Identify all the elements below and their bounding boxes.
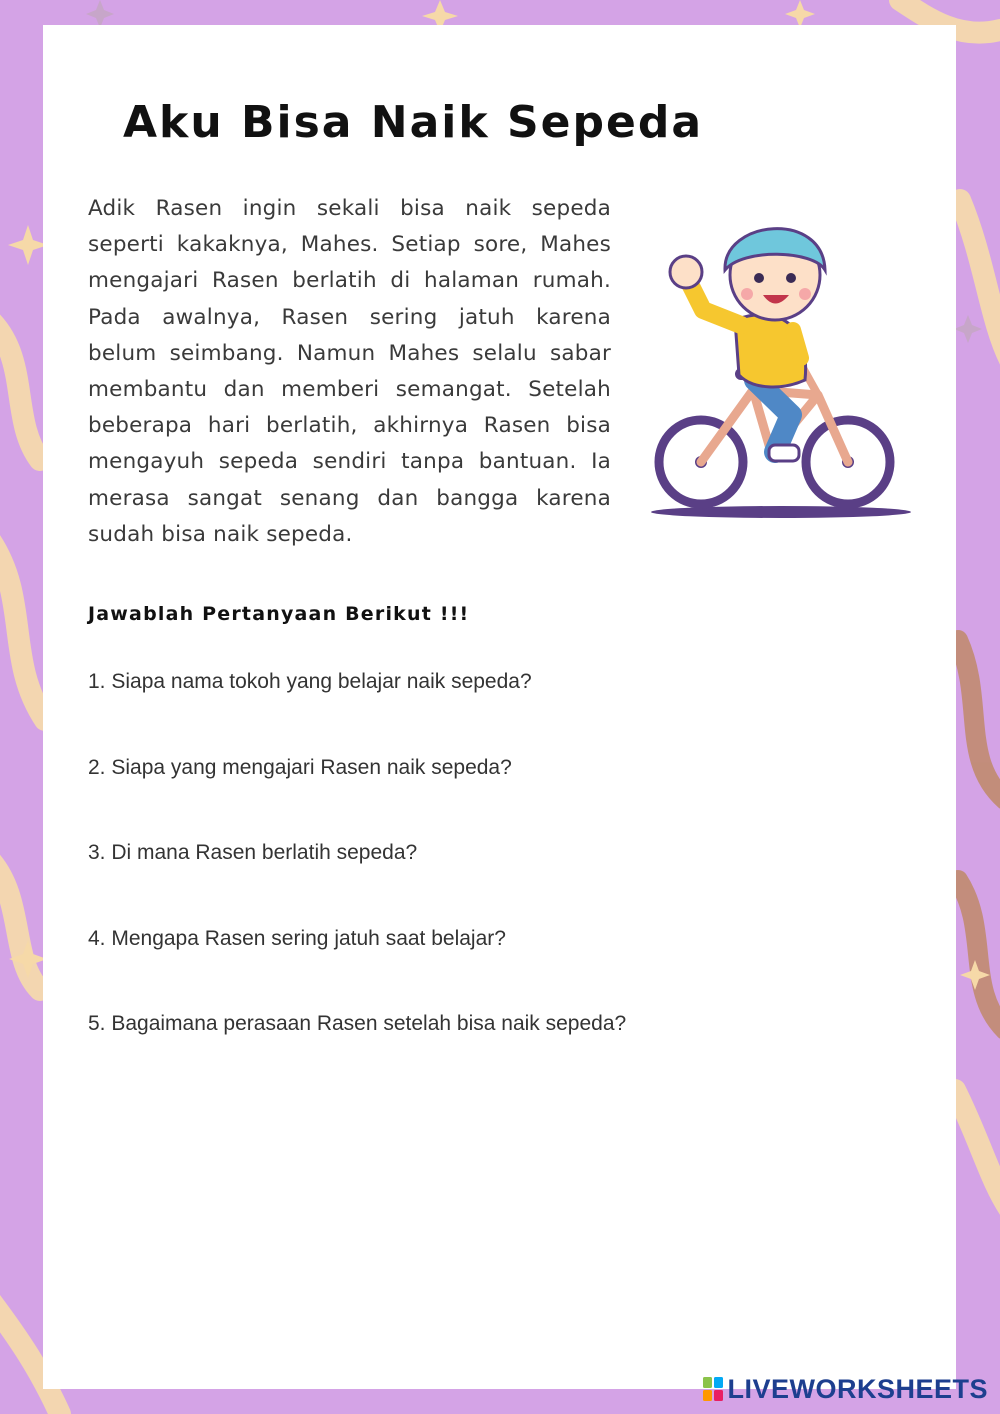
sparkle-decoration <box>8 225 48 265</box>
wave-decoration <box>958 880 1000 1030</box>
question-list <box>88 668 908 1096</box>
ground-shadow <box>651 506 911 518</box>
worksheet-title: Aku Bisa Naik Sepeda <box>123 97 704 148</box>
wave-decoration <box>955 1090 1000 1210</box>
liveworksheets-brand[interactable] <box>703 1372 988 1406</box>
wave-decoration <box>0 540 45 720</box>
question-item: 4. Mengapa Rasen sering jatuh saat belajar? <box>88 926 506 950</box>
boy-arm-front <box>793 330 801 358</box>
question-item: 3. Di mana Rasen berlatih sepeda? <box>88 841 418 864</box>
sparkle-decoration <box>86 0 114 28</box>
boy-eye-left <box>754 273 764 283</box>
sparkle-decoration <box>785 0 815 28</box>
sparkle-decoration <box>954 315 982 343</box>
instruction-heading: Jawablah Pertanyaan Berikut !!! <box>88 603 470 625</box>
boy-cheek-right <box>799 288 811 300</box>
wave-decoration <box>0 320 40 460</box>
question-item: 5. Bagaimana perasaan Rasen setelah bisa naik sepeda? <box>88 1012 627 1035</box>
story-paragraph: Adik Rasen ingin sekali bisa naik sepeda seperti kakaknya, Mahes. Setiap sore, Mahes mengajari Rasen berlatih di halaman rumah. Pada awalnya, Rasen sering jatuh karena belum seimbang. Namun Mahes selalu sabar membantu dan memberi semangat. Setelah beberapa hari berlatih, akhirnya Rasen bisa mengayuh sepeda sendiri tanpa bantuan. Ia merasa sangat senang dan bangga karena sudah bisa naik sepeda. <box>88 196 611 547</box>
boy-cheek-left <box>741 288 753 300</box>
boy-shoe <box>769 445 799 461</box>
boy-eye-right <box>786 273 796 283</box>
liveworksheets-logo-icon <box>703 1377 723 1401</box>
question-item: 1. Siapa nama tokoh yang belajar naik sepeda? <box>88 670 532 693</box>
question-item: 2. Siapa yang mengajari Rasen naik sepeda? <box>88 755 512 779</box>
wave-decoration <box>0 860 40 990</box>
worksheet-page <box>43 25 956 1389</box>
boy-riding-bicycle-illustration <box>643 190 918 525</box>
brand-name: LIVEWORKSHEETS <box>727 1373 988 1404</box>
wave-decoration <box>958 640 1000 800</box>
boy-hand <box>670 256 702 288</box>
